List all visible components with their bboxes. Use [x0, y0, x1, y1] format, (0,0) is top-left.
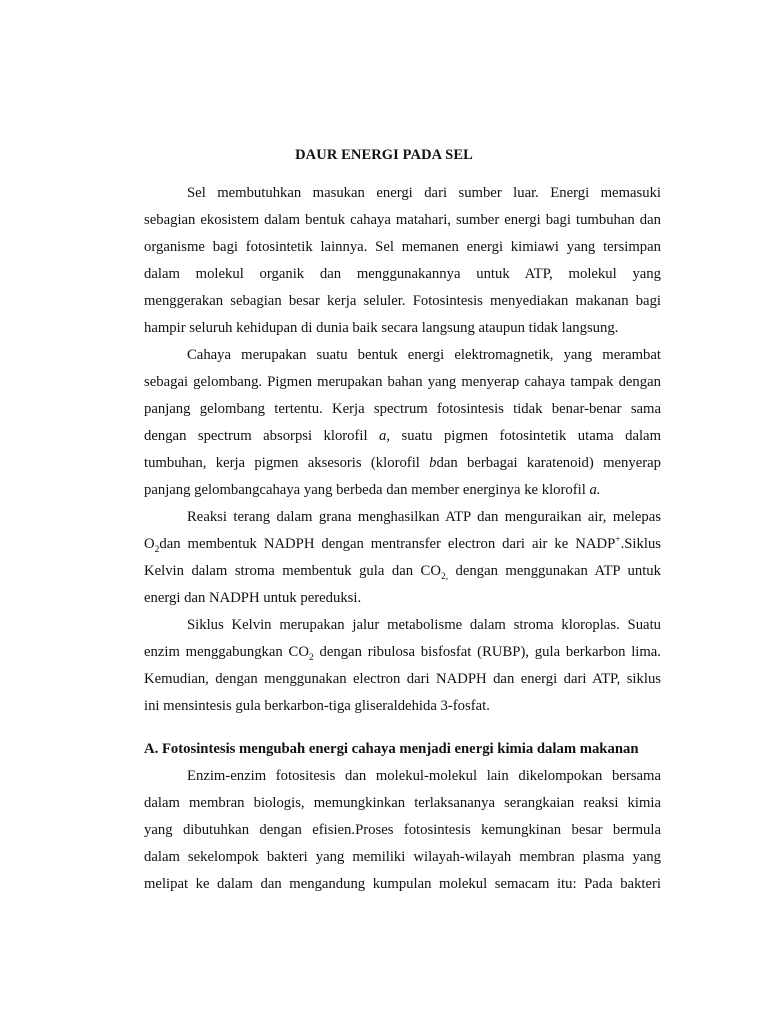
- paragraph-line: sebagai gelombang. Pigmen merupakan bahan yang menyerap cahaya tampak dengan: [144, 374, 661, 390]
- text-segment: dengan spectrum absorpsi klorofil: [144, 428, 368, 444]
- paragraph-line: energi dan NADPH untuk pereduksi.: [144, 590, 362, 606]
- italic-term: b: [429, 455, 437, 471]
- section-heading: A. Fotosintesis mengubah energi cahaya menjadi energi kimia dalam makanan: [144, 741, 639, 757]
- paragraph-line: Reaksi terang dalam grana menghasilkan ATP dan menguraikan air, melepas: [187, 509, 661, 525]
- paragraph-line: [144, 480, 661, 500]
- subscript: 2: [308, 652, 314, 663]
- paragraph-line: hampir seluruh kehidupan di dunia baik secara langsung ataupun tidak langsung.: [144, 320, 619, 336]
- text-segment: .Siklus: [620, 536, 661, 552]
- subscript: 2: [154, 544, 160, 555]
- paragraph-line: [144, 426, 661, 446]
- italic-term: a,: [379, 428, 391, 444]
- text-segment: dan membentuk NADPH dengan mentransfer electron dari air ke NADP: [159, 536, 616, 552]
- paragraph-line: [144, 453, 661, 473]
- paragraph-line: [144, 534, 661, 554]
- paragraph-line: Enzim-enzim fotositesis dan molekul-molekul lain dikelompokan bersama: [187, 768, 661, 784]
- text-segment: O: [144, 536, 155, 552]
- text-segment: suatu pigmen fotosintetik utama dalam: [390, 428, 662, 444]
- paragraph-line: Cahaya merupakan suatu bentuk energi elektromagnetik, yang merambat: [187, 347, 661, 363]
- text-segment: panjang gelombangcahaya yang berbeda dan member energinya ke klorofil: [144, 482, 586, 498]
- italic-term: a.: [589, 482, 601, 498]
- text-segment: tumbuhan, kerja pigmen aksesoris (klorofil: [144, 455, 420, 471]
- superscript: +: [615, 535, 621, 546]
- paragraph-line: Kemudian, dengan menggunakan electron dari NADPH dan energi dari ATP, siklus: [144, 671, 661, 687]
- paragraph-line: ini mensintesis gula berkarbon-tiga gliseraldehida 3-fosfat.: [144, 698, 490, 714]
- paragraph-line: Sel membutuhkan masukan energi dari sumber luar. Energi memasuki: [187, 185, 661, 201]
- text-segment: dengan menggunakan ATP untuk: [448, 563, 661, 579]
- paragraph-line: organisme bagi fotosintetik lainnya. Sel memanen energi kimiawi yang tersimpan: [144, 239, 661, 255]
- text-segment: dan berbagai karatenoid) menyerap: [436, 455, 661, 471]
- text-segment: dengan ribulosa bisfosfat (RUBP), gula berkarbon lima.: [313, 644, 661, 660]
- text-segment: enzim menggabungkan CO: [144, 644, 309, 660]
- subscript: 2,: [440, 571, 449, 582]
- paragraph-line: panjang gelombang tertentu. Kerja spectrum fotosintesis tidak benar-benar sama: [144, 401, 661, 417]
- paragraph-line: dalam membran biologis, memungkinkan terlaksananya serangkaian reaksi kimia: [144, 795, 661, 811]
- paragraph-line: melipat ke dalam dan mengandung kumpulan molekul semacam itu: Pada bakteri: [144, 876, 661, 892]
- paragraph-line: Siklus Kelvin merupakan jalur metabolisme dalam stroma kloroplas. Suatu: [187, 617, 661, 633]
- paragraph-line: menggerakan sebagian besar kerja seluler. Fotosintesis menyediakan makanan bagi: [144, 293, 661, 309]
- paragraph-line: [144, 642, 661, 662]
- paragraph-line: sebagian ekosistem dalam bentuk cahaya matahari, sumber energi bagi tumbuhan dan: [144, 212, 661, 228]
- paragraph-line: yang dibutuhkan dengan efisien.Proses fotosintesis kemungkinan besar bermula: [144, 822, 661, 838]
- text-segment: Kelvin dalam stroma membentuk gula dan CO: [144, 563, 441, 579]
- document-title: DAUR ENERGI PADA SEL: [295, 147, 473, 163]
- paragraph-line: dalam molekul organik dan menggunakannya untuk ATP, molekul yang: [144, 266, 661, 282]
- paragraph-line: dalam sekelompok bakteri yang memiliki wilayah-wilayah membran plasma yang: [144, 849, 661, 865]
- paragraph-line: [144, 561, 661, 581]
